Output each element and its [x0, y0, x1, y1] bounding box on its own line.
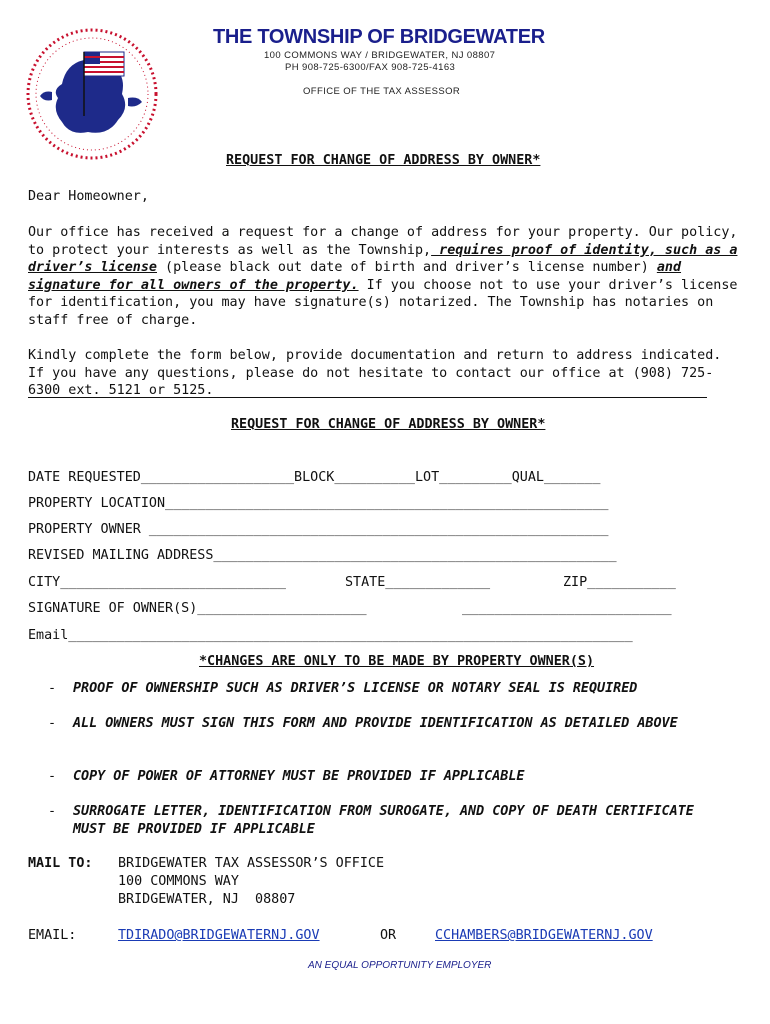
requirement-text: PROOF OF OWNERSHIP SUCH AS DRIVER’S LICENSE OR NOTARY SEAL IS REQUIRED	[73, 681, 638, 696]
requirement-bullet	[48, 715, 728, 733]
form-heading-top: REQUEST FOR CHANGE OF ADDRESS BY OWNER*	[226, 153, 541, 168]
email-link-cchambers[interactable]: CCHAMBERS@BRIDGEWATERNJ.GOV	[435, 928, 653, 943]
salutation: Dear Homeowner,	[28, 189, 149, 204]
mail-address-line2: 100 COMMONS WAY	[118, 874, 239, 889]
equal-opportunity-footer: AN EQUAL OPPORTUNITY EMPLOYER	[308, 960, 492, 971]
township-phone: PH 908-725-6300/FAX 908-725-4163	[285, 62, 456, 73]
intro-text-e: If you choose not to use your driver’s license for identification, you may have signature(s) notarized. The Township has notaries on staff free of charge.	[28, 277, 738, 328]
owner-signature-field-2[interactable]: __________________________	[462, 601, 672, 616]
state-field[interactable]: STATE_____________	[345, 575, 491, 590]
requirement-bullet	[48, 768, 728, 786]
bullet-dash: -	[48, 681, 57, 696]
property-owner-field[interactable]: PROPERTY OWNER _________________________________________________________	[28, 522, 609, 537]
township-address: 100 COMMONS WAY / BRIDGEWATER, NJ 08807	[264, 50, 496, 61]
owner-only-notice: *CHANGES ARE ONLY TO BE MADE BY PROPERTY OWNER(S)	[199, 654, 595, 669]
bullet-dash: -	[48, 804, 57, 819]
bullet-dash: -	[48, 716, 57, 731]
mail-to-label: MAIL TO:	[28, 856, 93, 871]
requirement-bullet	[48, 803, 728, 838]
form-heading: REQUEST FOR CHANGE OF ADDRESS BY OWNER*	[231, 417, 546, 432]
requirement-bullet	[48, 680, 728, 698]
mail-address-line1: BRIDGEWATER TAX ASSESSOR’S OFFICE	[118, 856, 385, 871]
township-seal-logo	[22, 24, 162, 164]
contact-paragraph: Kindly complete the form below, provide documentation and return to address indicated. If you have any questions, please do not hesitate to contact our office at (908) 725-6300 ext. 5121 or 5125.	[28, 348, 722, 399]
property-location-field[interactable]: PROPERTY LOCATION_______________________________________________________	[28, 496, 609, 511]
email-link-tdirado[interactable]: TDIRADO@BRIDGEWATERNJ.GOV	[118, 928, 320, 943]
city-field[interactable]: CITY____________________________	[28, 575, 286, 590]
email-field[interactable]: Email______________________________________________________________________	[28, 628, 633, 643]
divider-line	[28, 397, 707, 398]
or-text: OR	[380, 928, 397, 943]
owner-signature-field[interactable]: SIGNATURE OF OWNER(S)_____________________	[28, 601, 367, 616]
office-name: OFFICE OF THE TAX ASSESSOR	[303, 86, 461, 97]
intro-paragraph	[28, 224, 738, 330]
zip-field[interactable]: ZIP___________	[563, 575, 676, 590]
signature-requirement-emphasis: and signature for all owners of the property.	[28, 260, 682, 293]
date-block-lot-qual-field[interactable]: DATE REQUESTED___________________BLOCK__________LOT_________QUAL_______	[28, 470, 601, 485]
intro-text-a: Our office has received a request for a change of address for your property. Our policy, to protect your interests as well as the Township,	[28, 225, 738, 258]
revised-mailing-address-field[interactable]: REVISED MAILING ADDRESS__________________________________________________	[28, 548, 617, 563]
bullet-dash: -	[48, 769, 57, 784]
requirement-text: SURROGATE LETTER, IDENTIFICATION FROM SUROGATE, AND COPY OF DEATH CERTIFICATE MUST BE PROVIDED IF APPLICABLE	[73, 804, 694, 837]
requirement-text: COPY OF POWER OF ATTORNEY MUST BE PROVIDED IF APPLICABLE	[73, 769, 525, 784]
proof-of-identity-emphasis: requires proof of identity, such as a driver’s license	[28, 242, 738, 276]
intro-text-c: (please black out date of birth and driver’s license number)	[157, 260, 657, 276]
requirement-text: ALL OWNERS MUST SIGN THIS FORM AND PROVIDE IDENTIFICATION AS DETAILED ABOVE	[73, 716, 678, 731]
township-title: THE TOWNSHIP OF BRIDGEWATER	[213, 26, 545, 48]
email-label: EMAIL:	[28, 928, 77, 943]
mail-address-line3: BRIDGEWATER, NJ 08807	[118, 892, 296, 907]
